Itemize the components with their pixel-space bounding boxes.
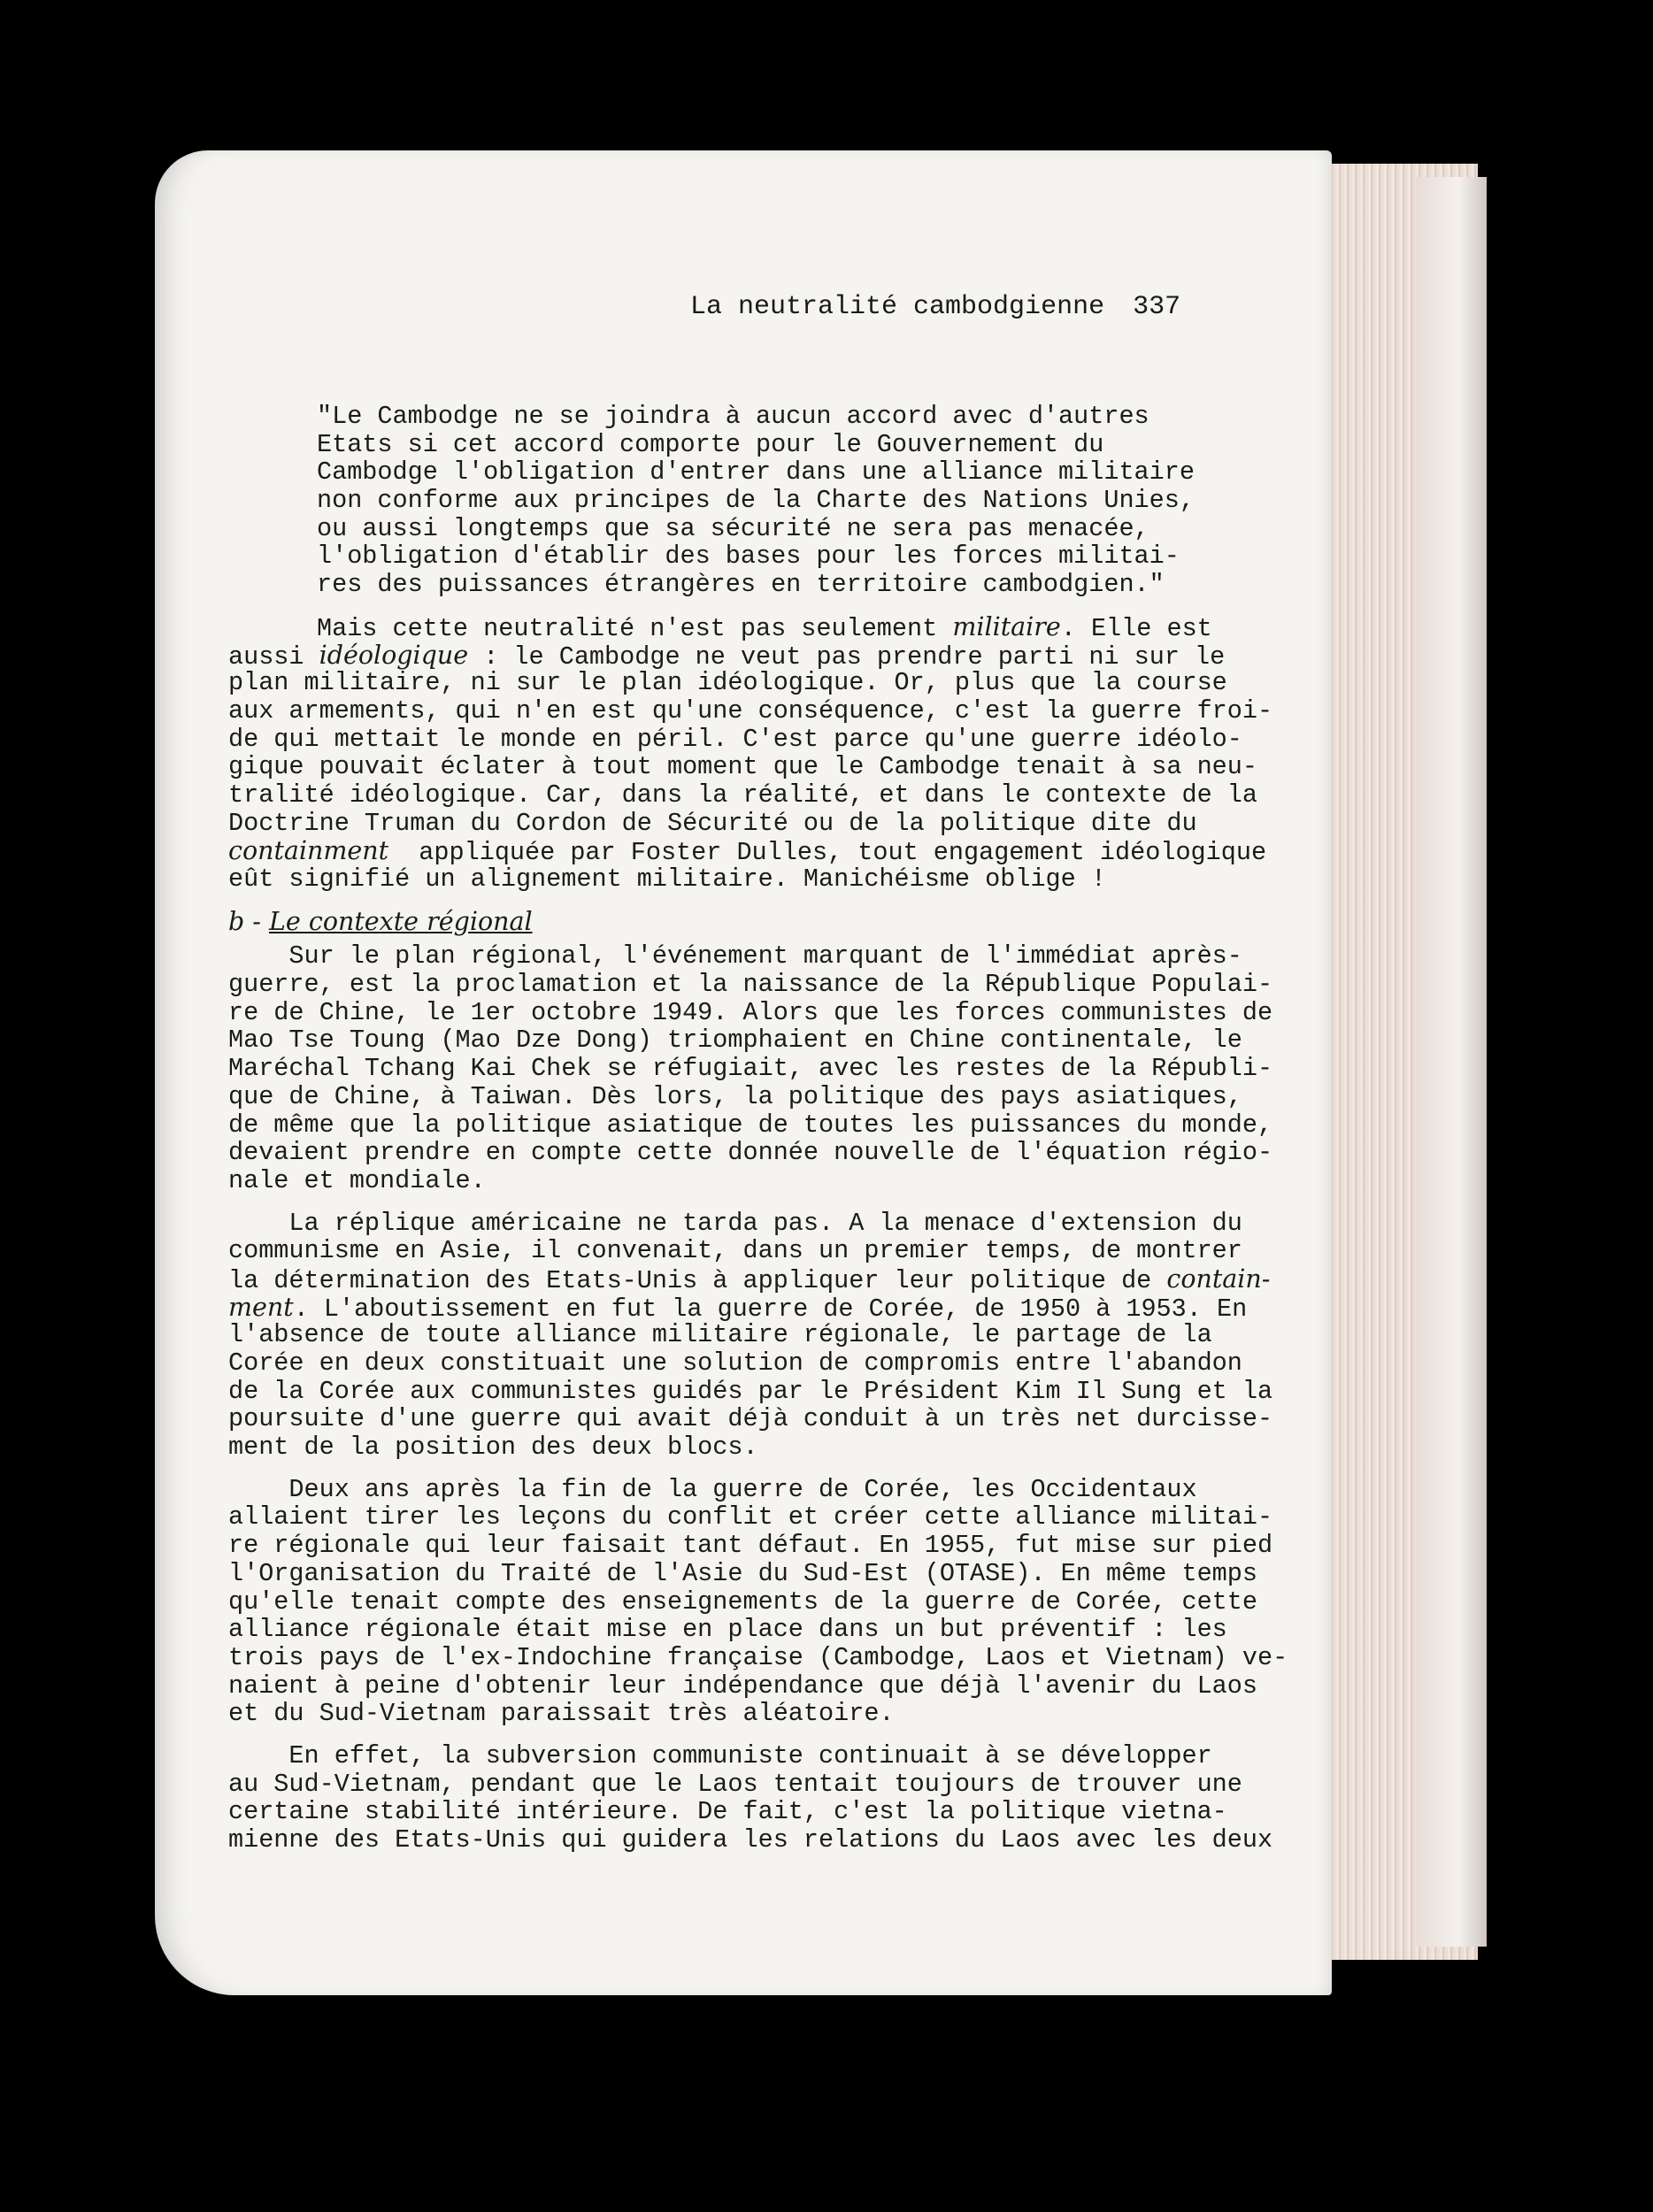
text-line (228, 1263, 1271, 1295)
text-line: communisme en Asie, il convenait, dans un premier temps, de montrer (228, 1236, 1242, 1266)
text-line (228, 1292, 1248, 1324)
text-line: aux armements, qui n'en est qu'une conséquence, c'est la guerre froi- (228, 695, 1273, 726)
text-line: l'Organisation du Traité de l'Asie du Sud-Est (OTASE). En même temps (228, 1558, 1257, 1588)
quote-line: res des puissances étrangères en territoire cambodgien." (317, 570, 1165, 600)
text-line (228, 611, 1212, 643)
text-line: re de Chine, le 1er octobre 1949. Alors que les forces communistes de (228, 997, 1273, 1027)
text-line: Sur le plan régional, l'événement marquant de l'immédiat après- (228, 941, 1242, 972)
text-line: Doctrine Truman du Cordon de Sécurité ou de la politique dite du (228, 808, 1197, 838)
running-title: La neutralité cambodgienne (690, 292, 1105, 322)
text-line (228, 836, 1267, 868)
text-line: eût signifié un alignement militaire. Manichéisme oblige ! (228, 864, 1106, 894)
text-line: alliance régionale était mise en place dans un but préventif : les (228, 1615, 1227, 1645)
section-title: Le contexte régional (269, 906, 533, 936)
text-run: . Elle est (1060, 613, 1212, 643)
text-line: devaient prendre en compte cette donnée nouvelle de l'équation régio- (228, 1138, 1273, 1168)
block-quote (228, 403, 1202, 599)
text-run: aussi (228, 641, 319, 672)
text-line: l'absence de toute alliance militaire régionale, le partage de la (228, 1320, 1212, 1350)
quote-line: ou aussi longtemps que sa sécurité ne sera pas menacée, (317, 513, 1149, 543)
text-line: nale et mondiale. (228, 1165, 486, 1195)
text-line: Mao Tse Toung (Mao Dze Dong) triomphaient en Chine continentale, le (228, 1025, 1242, 1056)
quote-line: Etats si cet accord comporte pour le Gouvernement du (317, 429, 1104, 459)
text-line: gique pouvait éclater à tout moment que le Cambodge tenait à sa neu- (228, 752, 1257, 782)
paragraph (228, 1740, 1273, 1855)
text-line: qu'elle tenait compte des enseignements de la guerre de Corée, cette (228, 1586, 1257, 1617)
text-line: La réplique américaine ne tarda pas. A la menace d'extension du (228, 1208, 1242, 1238)
text-line: que de Chine, à Taiwan. Dès lors, la politique des pays asiatiques, (228, 1081, 1242, 1111)
text-run: : le Cambodge ne veut pas prendre parti ni sur le (468, 641, 1226, 672)
quote-line: "Le Cambodge ne se joindra à aucun accord avec d'autres (317, 402, 1149, 431)
text-line: certaine stabilité intérieure. De fait, c'est la politique vietna- (228, 1797, 1227, 1827)
text-run: Mais cette neutralité n'est pas seulement (317, 613, 953, 643)
text-line: et du Sud-Vietnam paraissait très aléatoire. (228, 1699, 895, 1729)
text-line: de qui mettait le monde en péril. C'est parce qu'une guerre idéolo- (228, 724, 1242, 754)
text-line: Maréchal Tchang Kai Chek se réfugiait, avec les restes de la Républi- (228, 1054, 1273, 1084)
paragraph (228, 941, 1273, 1195)
text-run: . L'aboutissement en fut la guerre de Corée, de 1950 à 1953. En (293, 1294, 1248, 1324)
text-line: re régionale qui leur faisait tant défaut. En 1955, fut mise sur pied (228, 1531, 1273, 1561)
italic-term: containment (228, 836, 389, 866)
paragraph (228, 1474, 1288, 1729)
text-line: guerre, est la proclamation et la naissance de la République Populai- (228, 970, 1273, 1000)
page-number: 337 (1133, 292, 1181, 322)
running-header (690, 292, 1181, 331)
text-line: trois pays de l'ex-Indochine française (Cambodge, Laos et Vietnam) ve- (228, 1642, 1288, 1672)
quote-line: Cambodge l'obligation d'entrer dans une alliance militaire (317, 457, 1195, 488)
text-line: plan militaire, ni sur le plan idéologique. Or, plus que la course (228, 668, 1227, 698)
quote-line: non conforme aux principes de la Charte des Nations Unies, (317, 486, 1195, 516)
text-line: de même que la politique asiatique de toutes les puissances du monde, (228, 1110, 1273, 1140)
italic-term: contain- (1166, 1263, 1271, 1294)
text-run: la détermination des Etats-Unis à appliquer leur politique de (228, 1265, 1167, 1295)
text-line (228, 640, 1226, 672)
section-heading (228, 908, 1202, 936)
text-line: poursuite d'une guerre qui avait déjà conduit à un très net durcisse- (228, 1404, 1273, 1434)
italic-term: militaire (952, 611, 1061, 641)
paragraph (228, 611, 1273, 894)
text-line: naient à peine d'obtenir leur indépendance que déjà l'avenir du Laos (228, 1671, 1257, 1701)
body-text (228, 402, 1288, 1855)
quote-line: l'obligation d'établir des bases pour les forces militai- (317, 541, 1180, 572)
paragraph (228, 1208, 1273, 1463)
italic-term: ment (228, 1292, 294, 1322)
section-prefix: b - (228, 906, 269, 936)
text-line: ment de la position des deux blocs. (228, 1432, 758, 1463)
text-run: appliquée par Foster Dulles, tout engagement idéologique (388, 838, 1267, 868)
text-line: mienne des Etats-Unis qui guidera les relations du Laos avec les deux (228, 1825, 1273, 1855)
text-line: En effet, la subversion communiste continuait à se développer (228, 1740, 1212, 1770)
text-line: Corée en deux constituait une solution de compromis entre l'abandon (228, 1348, 1242, 1378)
text-line: allaient tirer les leçons du conflit et créer cette alliance militai- (228, 1502, 1273, 1532)
text-line: tralité idéologique. Car, dans la réalité, et dans le contexte de la (228, 780, 1257, 810)
text-line: Deux ans après la fin de la guerre de Corée, les Occidentaux (228, 1474, 1197, 1504)
page-edge-shadow (1416, 177, 1487, 1947)
text-line: de la Corée aux communistes guidés par le Président Kim Il Sung et la (228, 1376, 1273, 1406)
italic-term: idéologique (319, 640, 469, 670)
text-line: au Sud-Vietnam, pendant que le Laos tentait toujours de trouver une (228, 1769, 1242, 1799)
